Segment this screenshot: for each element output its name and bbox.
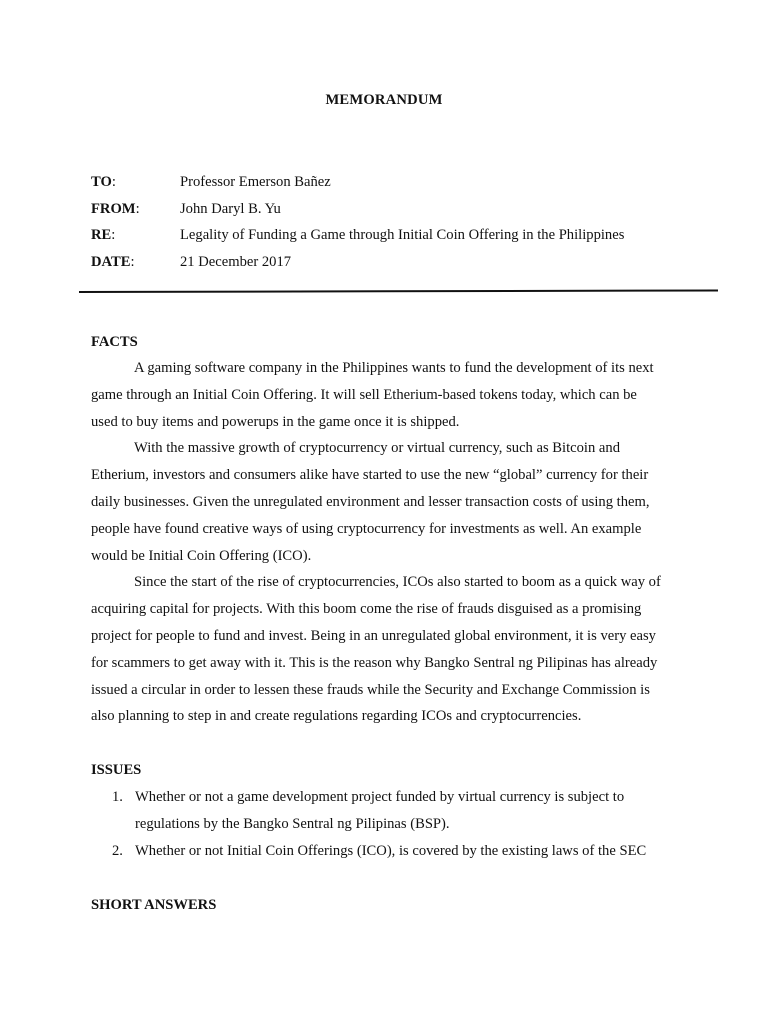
issue-item bbox=[91, 784, 681, 838]
issues-list bbox=[91, 784, 681, 864]
issue-item bbox=[91, 838, 681, 865]
facts-paragraph: A gaming software company in the Philippines wants to fund the development of its next game through an Initial Coin Offering. It will sell Etherium-based tokens today, which can be used to buy items and powerups in the game once it is shipped. bbox=[91, 360, 654, 430]
header-value-date: 21 December 2017 bbox=[180, 254, 292, 270]
issue-number: 2. bbox=[112, 842, 123, 859]
short-answers-heading: SHORT ANSWERS bbox=[91, 897, 217, 913]
memo-title: MEMORANDUM bbox=[325, 92, 443, 108]
facts-body bbox=[91, 355, 665, 730]
facts-heading: FACTS bbox=[91, 334, 138, 350]
header-row-to bbox=[91, 172, 331, 192]
header-label-date: DATE: bbox=[91, 254, 135, 270]
header-row-from bbox=[91, 199, 281, 219]
facts-paragraph: Since the start of the rise of cryptocurrencies, ICOs also started to boom as a quick way of acquiring capital for projects. With this boom come the rise of frauds disguised as a promising project for people to fund and invest. Being in an unregulated global environment, it is very easy for scammers to get away with it. This is the reason why Bangko Sentral ng Pilipinas has already issued a circular in order to lessen these frauds while the Security and Exchange Commission is also planning to step in and create regulations regarding ICOs and cryptocurrencies. bbox=[91, 574, 661, 725]
header-label-from: FROM: bbox=[91, 201, 140, 217]
issue-number: 1. bbox=[112, 789, 123, 805]
header-label-re: RE: bbox=[91, 227, 116, 243]
header-value-re: Legality of Funding a Game through Initial Coin Offering in the Philippines bbox=[180, 227, 625, 243]
header-row-re bbox=[91, 225, 624, 245]
header-divider bbox=[79, 289, 718, 293]
issues-heading: ISSUES bbox=[91, 762, 142, 778]
header-label-to: TO: bbox=[91, 174, 116, 190]
header-row-date bbox=[91, 252, 291, 272]
header-value-to: Professor Emerson Bañez bbox=[180, 174, 331, 190]
issue-text: Whether or not a game development project funded by virtual currency is subject to regulations by the Bangko Sentral ng Pilipinas (BSP). bbox=[135, 789, 625, 832]
facts-paragraph: With the massive growth of cryptocurrency or virtual currency, such as Bitcoin and Etherium, investors and consumers alike have started to use the new “global” currency for their daily businesses. Given the unregulated environment and lesser transaction costs of using them, people have found creative ways of using cryptocurrency for investments as well. An example would be Initial Coin Offering (ICO). bbox=[91, 440, 650, 564]
issue-text: Whether or not Initial Coin Offerings (ICO), is covered by the existing laws of the SEC bbox=[135, 842, 647, 859]
header-value-from: John Daryl B. Yu bbox=[180, 201, 281, 217]
